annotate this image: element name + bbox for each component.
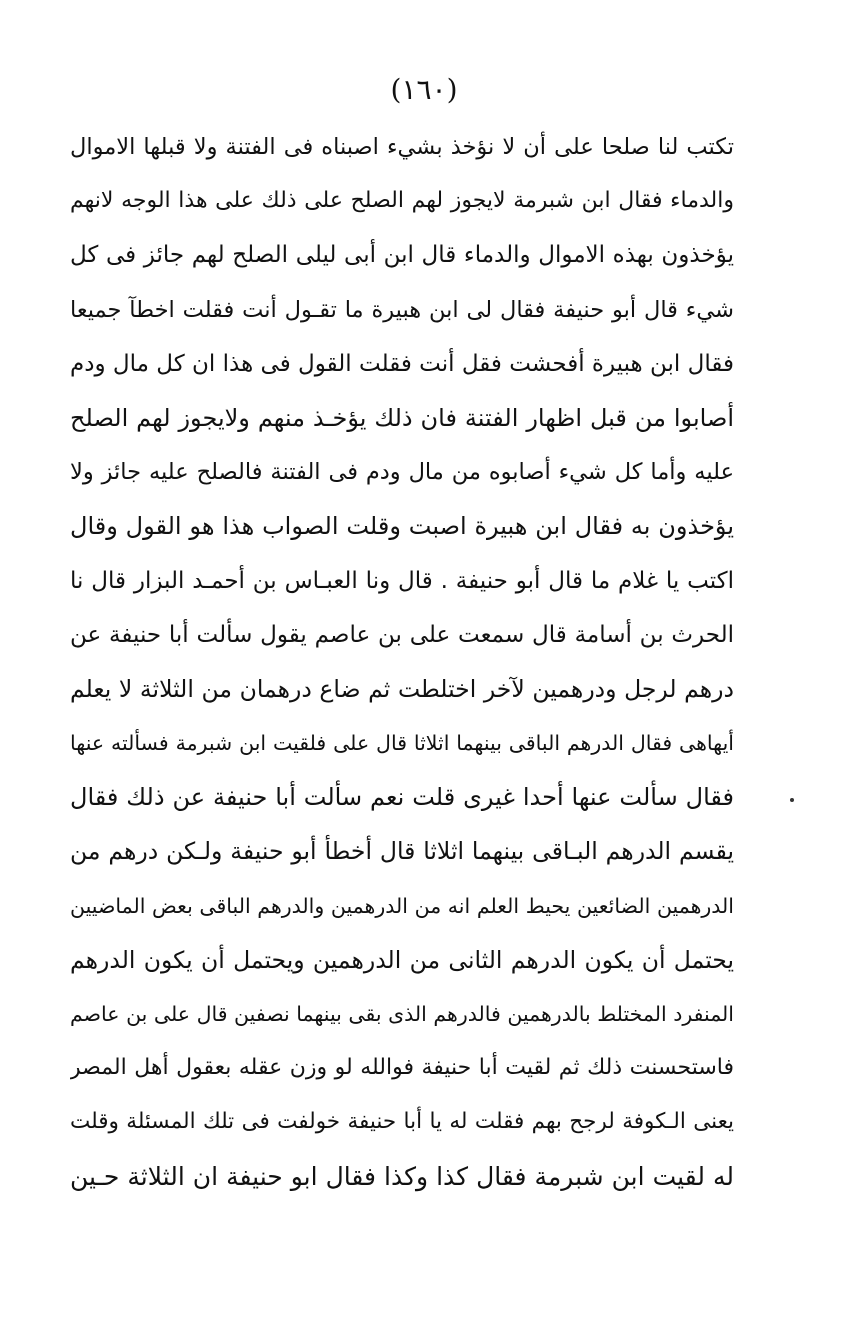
text-line: شيء قال أبو حنيفة فقال لى ابن هبيرة ما تقـول أنت فقلت اخطآ جميعا	[70, 296, 734, 323]
text-line: له لقيت ابن شبرمة فقال كذا وكذا فقال ابو حنيفة ان الثلاثة حـين	[70, 1161, 734, 1191]
text-line: الحرث بن أسامة قال سمعت على بن عاصم يقول سألت أبا حنيفة عن	[70, 621, 734, 648]
text-line: يقسم الدرهم البـاقى بينهما اثلاثا قال أخطأ أبو حنيفة ولـكن درهم من	[70, 837, 734, 866]
text-line: يعنى الـكوفة لرجح بهم فقلت له يا أبا حنيفة خولفت فى تلك المسئلة وقلت	[70, 1109, 734, 1135]
text-line: المنفرد المختلط بالدرهمين فالدرهم الذى بقى بينهما نصفين قال على بن عاصم	[70, 1002, 734, 1026]
text-line: درهم لرجل ودرهمين لآخر اختلطت ثم ضاع درهمان من الثلاثة لا يعلم	[70, 674, 734, 703]
text-line: يؤخذون بهذه الاموال والدماء قال ابن أبى ليلى الصلح لهم جائز فى كل	[70, 242, 734, 269]
text-line: أصابوا من قبل اظهار الفتنة فان ذلك يؤخـذ منهم ولايجوز لهم الصلح	[70, 403, 734, 432]
text-line: فقال سألت عنها أحدا غيرى قلت نعم سألت أبا حنيفة عن ذلك فقال	[70, 783, 734, 812]
text-line: أيهاهى فقال الدرهم الباقى بينهما اثلاثا قال على فلقيت ابن شبرمة فسألته عنها	[70, 731, 734, 756]
text-line: والدماء فقال ابن شبرمة لايجوز لهم الصلح على ذلك على هذا الوجه لانهم	[70, 188, 734, 214]
body-text	[70, 124, 734, 1208]
text-line: يؤخذون به فقال ابن هبيرة اصبت وقلت الصواب هذا هو القول وقال	[70, 512, 734, 541]
text-line: عليه وأما كل شيء أصابوه من مال ودم فى الفتنة فالصلح عليه جائز ولا	[70, 459, 734, 486]
text-line: فقال ابن هبيرة أفحشت فقل أنت فقلت القول فى هذا ان كل مال ودم	[70, 350, 734, 377]
text-line: الدرهمين الضائعين يحيط العلم انه من الدرهمين والدرهم الباقى بعض الماضيين	[70, 893, 734, 918]
margin-mark	[790, 798, 794, 802]
text-line: اكتب يا غلام ما قال أبو حنيفة . قال ونا العبـاس بن أحمـد البزار قال نا	[70, 567, 734, 594]
text-line: فاستحسنت ذلك ثم لقيت أبا حنيفة فوالله لو وزن عقله بعقول أهل المصر	[70, 1055, 734, 1081]
text-line: تكتب لنا صلحا على أن لا نؤخذ بشيء اصبناه فى الفتنة ولا قبلها الاموال	[70, 134, 734, 160]
page-number: (١٦٠)	[390, 73, 458, 106]
text-line: يحتمل أن يكون الدرهم الثانى من الدرهمين ويحتمل أن يكون الدرهم	[70, 945, 734, 974]
